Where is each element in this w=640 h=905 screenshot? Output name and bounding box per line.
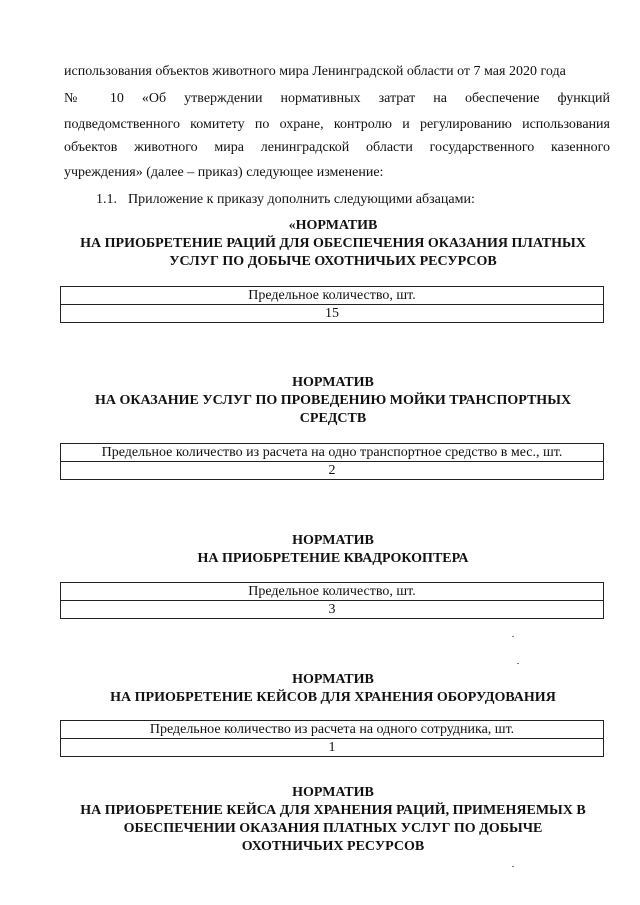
title-line: ОХОТНИЧЬИХ РЕСУРСОВ xyxy=(241,839,425,854)
title-line: ОБЕСПЕЧЕНИИ ОКАЗАНИЯ ПЛАТНЫХ УСЛУГ ПО ДОБЫЧЕ xyxy=(123,821,543,836)
title-line: НОРМАТИВ xyxy=(292,785,374,800)
title-line: НА ПРИОБРЕТЕНИЕ КВАДРОКОПТЕРА xyxy=(197,551,469,566)
intro-line-5: учреждения» (далее – приказ) следующее изменение: xyxy=(64,165,384,180)
table-header-cell: Предельное количество из расчета на одного сотрудника, шт. xyxy=(61,721,604,739)
title-line: «НОРМАТИВ xyxy=(288,218,378,233)
norm-table-car-wash xyxy=(60,443,604,480)
table-value-cell: 2 xyxy=(61,462,604,480)
intro-line-2: № 10 «Об утверждении нормативных затрат на обеспечение функций xyxy=(64,91,610,106)
scan-speck xyxy=(512,636,514,637)
title-line: НОРМАТИВ xyxy=(292,672,374,687)
title-line: НА ПРИОБРЕТЕНИЕ КЕЙСОВ ДЛЯ ХРАНЕНИЯ ОБОРУДОВАНИЯ xyxy=(110,690,556,705)
norm-table-radios xyxy=(60,286,604,323)
section-title-car-wash xyxy=(50,374,616,428)
intro-line-4: объектов животного мира ленинградской области государственного казенного xyxy=(64,140,610,155)
section-title-radios xyxy=(50,217,616,271)
list-item-text: Приложение к приказу дополнить следующими абзацами: xyxy=(128,192,475,207)
norm-table-quadcopter xyxy=(60,582,604,619)
title-line: НА ПРИОБРЕТЕНИЕ РАЦИЙ ДЛЯ ОБЕСПЕЧЕНИЯ ОКАЗАНИЯ ПЛАТНЫХ xyxy=(80,236,586,251)
list-item-number: 1.1. xyxy=(96,192,117,207)
title-line: НА ОКАЗАНИЕ УСЛУГ ПО ПРОВЕДЕНИЮ МОЙКИ ТРАНСПОРТНЫХ xyxy=(94,393,572,408)
title-line: НОРМАТИВ xyxy=(292,533,374,548)
title-line: СРЕДСТВ xyxy=(299,411,367,426)
table-header-cell: Предельное количество, шт. xyxy=(61,583,604,601)
scan-speck xyxy=(517,663,519,664)
table-value-cell: 15 xyxy=(61,305,604,323)
title-line: НА ПРИОБРЕТЕНИЕ КЕЙСА ДЛЯ ХРАНЕНИЯ РАЦИЙ, ПРИМЕНЯЕМЫХ В xyxy=(80,803,586,818)
section-title-equipment-cases xyxy=(50,671,616,707)
title-line: НОРМАТИВ xyxy=(292,375,374,390)
table-value-cell: 1 xyxy=(61,739,604,757)
table-header-cell: Предельное количество из расчета на одно транспортное средство в мес., шт. xyxy=(61,444,604,462)
table-value-cell: 3 xyxy=(61,601,604,619)
intro-line-3: подведомственного комитету по охране, контролю и регулированию использования xyxy=(64,117,610,132)
section-title-quadcopter xyxy=(50,532,616,568)
title-line: УСЛУГ ПО ДОБЫЧЕ ОХОТНИЧЬИХ РЕСУРСОВ xyxy=(169,254,497,269)
norm-table-equipment-cases xyxy=(60,720,604,757)
scan-speck xyxy=(512,866,514,867)
table-header-cell: Предельное количество, шт. xyxy=(61,287,604,305)
intro-line-1: использования объектов животного мира Ленинградской области от 7 мая 2020 года xyxy=(64,64,566,79)
list-item-1-1 xyxy=(96,190,475,210)
section-title-radio-case xyxy=(50,784,616,856)
